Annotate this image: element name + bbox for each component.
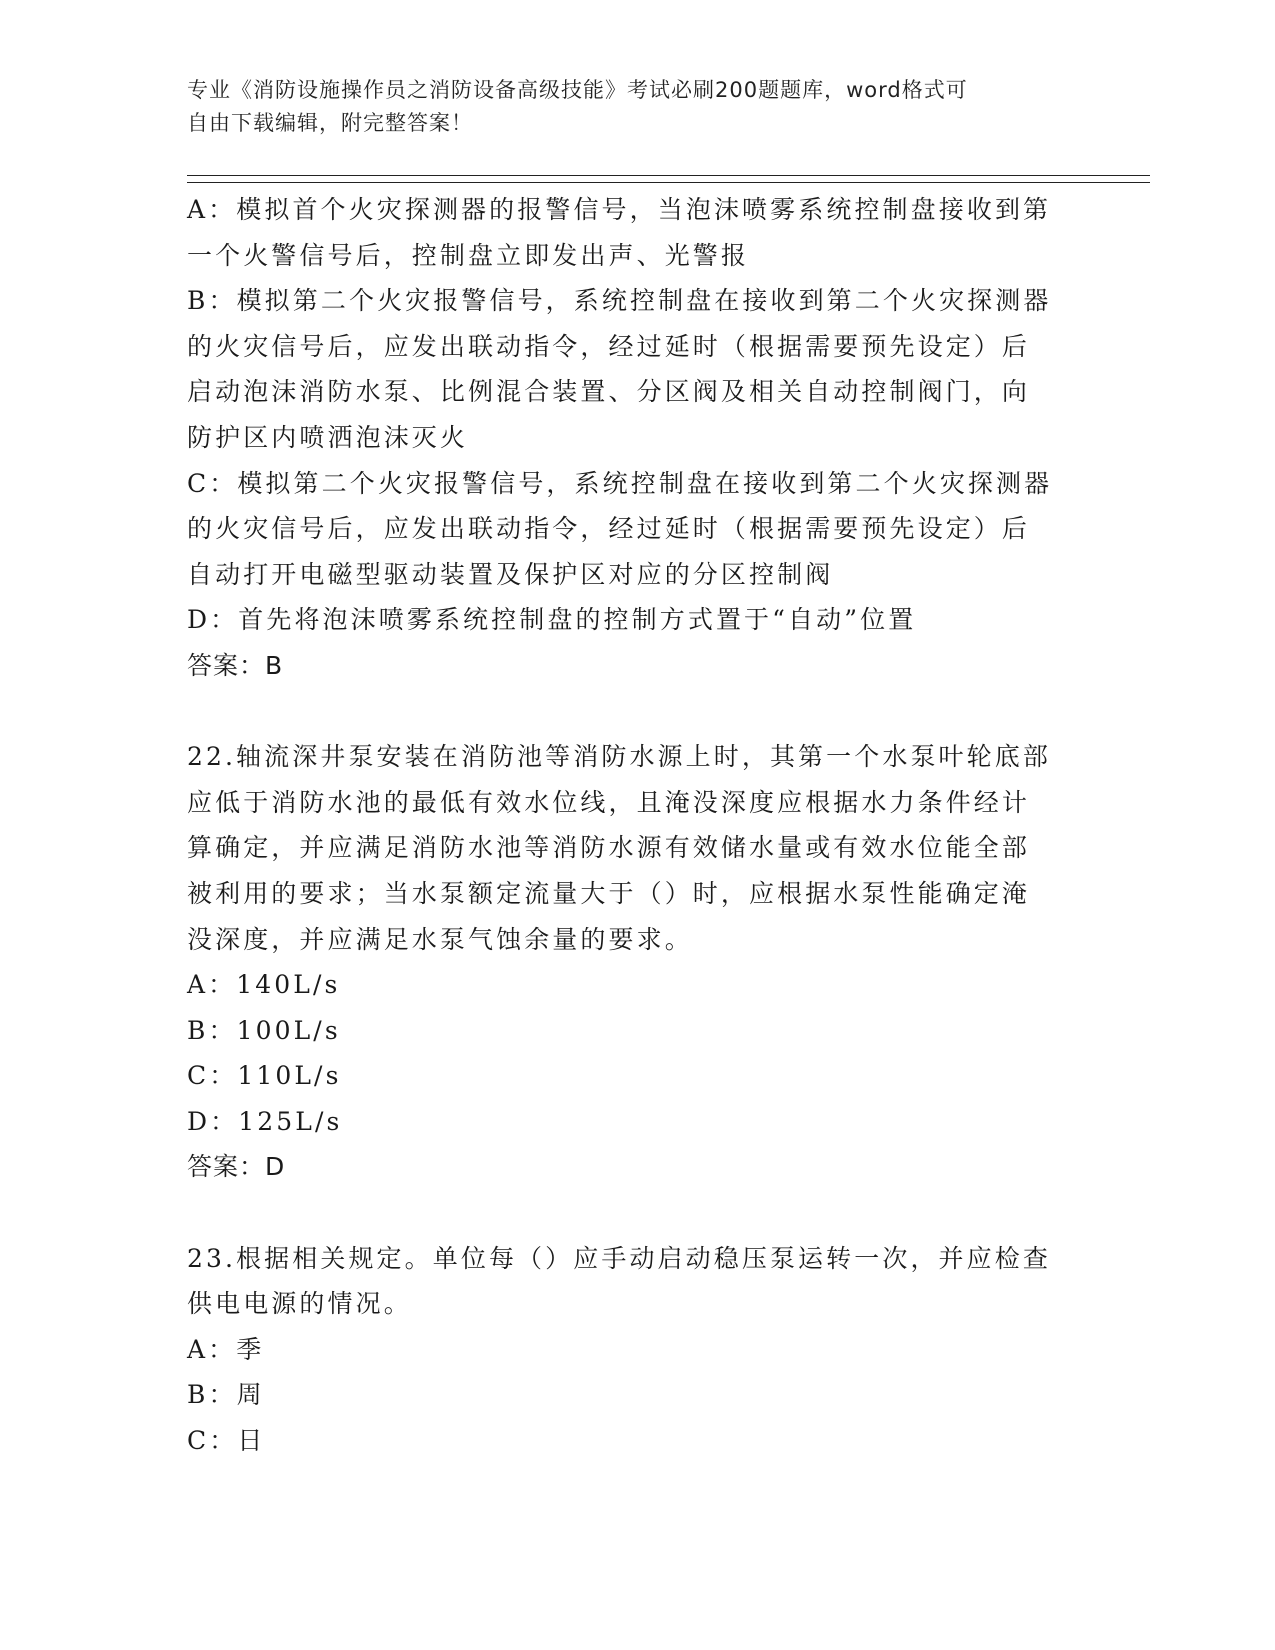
document-header <box>187 74 1067 140</box>
question-21 <box>187 187 1067 689</box>
question-stem: 23.根据相关规定。单位每（）应手动启动稳压泵运转一次，并应检查 <box>187 1243 1051 1273</box>
option-a: A：140L/s <box>187 970 341 1000</box>
question-list <box>187 187 1067 1464</box>
question-stem-cont: 被利用的要求；当水泵额定流量大于（）时，应根据水泵性能确定淹 <box>187 878 1031 908</box>
option-b: B：模拟第二个火灾报警信号，系统控制盘在接收到第二个火灾探测器 <box>187 286 1052 316</box>
answer: 答案：B <box>187 650 284 680</box>
option-a: A：模拟首个火灾探测器的报警信号，当泡沫喷雾系统控制盘接收到第 <box>187 195 1052 224</box>
option-b-cont: 的火灾信号后，应发出联动指令，经过延时（根据需要预先设定）后 <box>187 331 1031 361</box>
option-c: C：模拟第二个火灾报警信号，系统控制盘在接收到第二个火灾探测器 <box>187 468 1053 498</box>
question-stem-cont: 算确定，并应满足消防水池等消防水源有效储水量或有效水位能全部 <box>187 833 1031 863</box>
option-c-cont: 的火灾信号后，应发出联动指令，经过延时（根据需要预先设定）后 <box>187 514 1031 544</box>
option-d: D：125L/s <box>187 1106 343 1136</box>
option-a-cont: 一个火警信号后，控制盘立即发出声、光警报 <box>187 240 750 270</box>
option-a: A：季 <box>187 1334 265 1364</box>
spacer <box>187 1190 1067 1236</box>
question-stem-cont: 没深度，并应满足水泵气蚀余量的要求。 <box>187 924 693 954</box>
question-stem-cont: 应低于消防水池的最低有效水位线，且淹没深度应根据水力条件经计 <box>187 787 1031 817</box>
option-b-cont: 防护区内喷洒泡沫灭火 <box>187 422 469 452</box>
header-rule-top <box>187 175 1150 176</box>
option-c: C：日 <box>187 1426 266 1456</box>
question-22 <box>187 734 1067 1190</box>
option-b: B：周 <box>187 1380 265 1410</box>
option-c: C：110L/s <box>187 1061 342 1091</box>
option-b-cont: 启动泡沫消防水泵、比例混合装置、分区阀及相关自动控制阀门，向 <box>187 377 1031 407</box>
question-23 <box>187 1236 1067 1464</box>
header-line-1: 专业《消防设施操作员之消防设备高级技能》考试必刷200题题库，word格式可 <box>187 78 968 102</box>
question-stem: 22.轴流深井泵安装在消防池等消防水源上时，其第一个水泵叶轮底部 <box>187 742 1051 772</box>
header-line-2: 自由下载编辑，附完整答案！ <box>187 111 473 135</box>
spacer <box>187 689 1067 735</box>
question-stem-cont: 供电电源的情况。 <box>187 1289 412 1319</box>
option-d: D：首先将泡沫喷雾系统控制盘的控制方式置于“自动”位置 <box>187 605 917 635</box>
answer: 答案：D <box>187 1152 286 1182</box>
header-rule-bottom <box>187 182 1150 183</box>
option-b: B：100L/s <box>187 1015 341 1045</box>
option-c-cont: 自动打开电磁型驱动装置及保护区对应的分区控制阀 <box>187 559 834 589</box>
